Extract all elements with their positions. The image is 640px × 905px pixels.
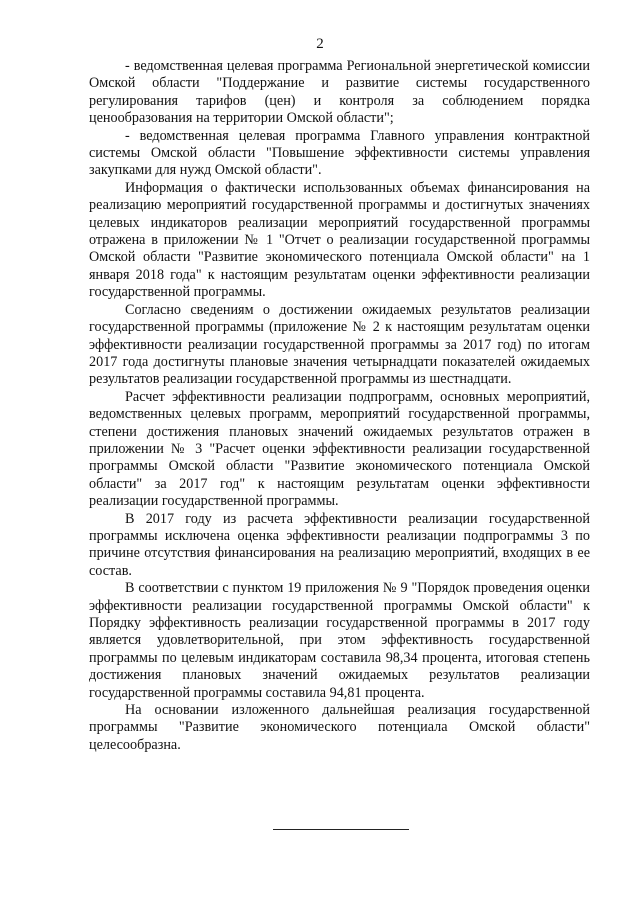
paragraph-expected-results: Согласно сведениям о достижении ожидаемых результатов реализации государственной программы (приложение № 2 к настоящим результатам оценки эффективности реализации государственной программы за 2017 год) по итогам 2017 года достигнуты плановые значения четырнадцати показателей ожидаемых результатов реализации государственной программы из шестнадцати. bbox=[89, 301, 590, 388]
paragraph-efficiency-calculation: Расчет эффективности реализации подпрограмм, основных мероприятий, ведомственных целевых программ, мероприятий государственной программы, степени достижения плановых значений ожидаемых результатов отражен в приложении № 3 "Расчет оценки эффективности реализации государственной программы Омской области "Развитие экономического потенциала Омской области" за 2017 год" к настоящим результатам оценки эффективности реализации государственной программы. bbox=[89, 388, 590, 510]
paragraph-rec-program: - ведомственная целевая программа Региональной энергетической комиссии Омской области "Поддержание и развитие системы государственного регулирования тарифов (цен) и контроля за соблюдением порядка ценообразования на территории Омской области"; bbox=[89, 58, 590, 127]
paragraph-contract-program: - ведомственная целевая программа Главного управления контрактной системы Омской области "Повышение эффективности системы управления закупками для нужд Омской области". bbox=[89, 127, 590, 179]
document-body bbox=[89, 58, 590, 754]
paragraph-conclusion: На основании изложенного дальнейшая реализация государственной программы "Развитие экономического потенциала Омской области" целесообразна. bbox=[89, 702, 590, 753]
paragraph-efficiency-assessment: В соответствии с пунктом 19 приложения № 9 "Порядок проведения оценки эффективности реализации государственной программы Омской области" к Порядку эффективность реализации государственной программы в 2017 году является удовлетворительной, при этом эффективность государственной программы по целевым индикаторам составила 98,34 процента, итоговая степень достижения плановых значений ожидаемых результатов реализации государственной программы составила 94,81 процента. bbox=[89, 580, 590, 701]
paragraph-financing-info: Информация о фактически использованных объемах финансирования на реализацию мероприятий государственной программы и достигнутых значениях целевых индикаторов реализации мероприятий государственной программы отражена в приложении № 1 "Отчет о реализации государственной программы Омской области "Развитие экономического потенциала Омской области" на 1 января 2018 года" к настоящим результатам оценки эффективности реализации государственной программы. bbox=[89, 179, 590, 301]
paragraph-subprogram-exclusion: В 2017 году из расчета эффективности реализации государственной программы исключена оценка эффективности реализации подпрограммы 3 по причине отсутствия финансирования на реализацию мероприятий, входящих в ее состав. bbox=[89, 510, 590, 579]
page-number: 2 bbox=[316, 36, 324, 52]
end-separator-line bbox=[273, 829, 409, 830]
